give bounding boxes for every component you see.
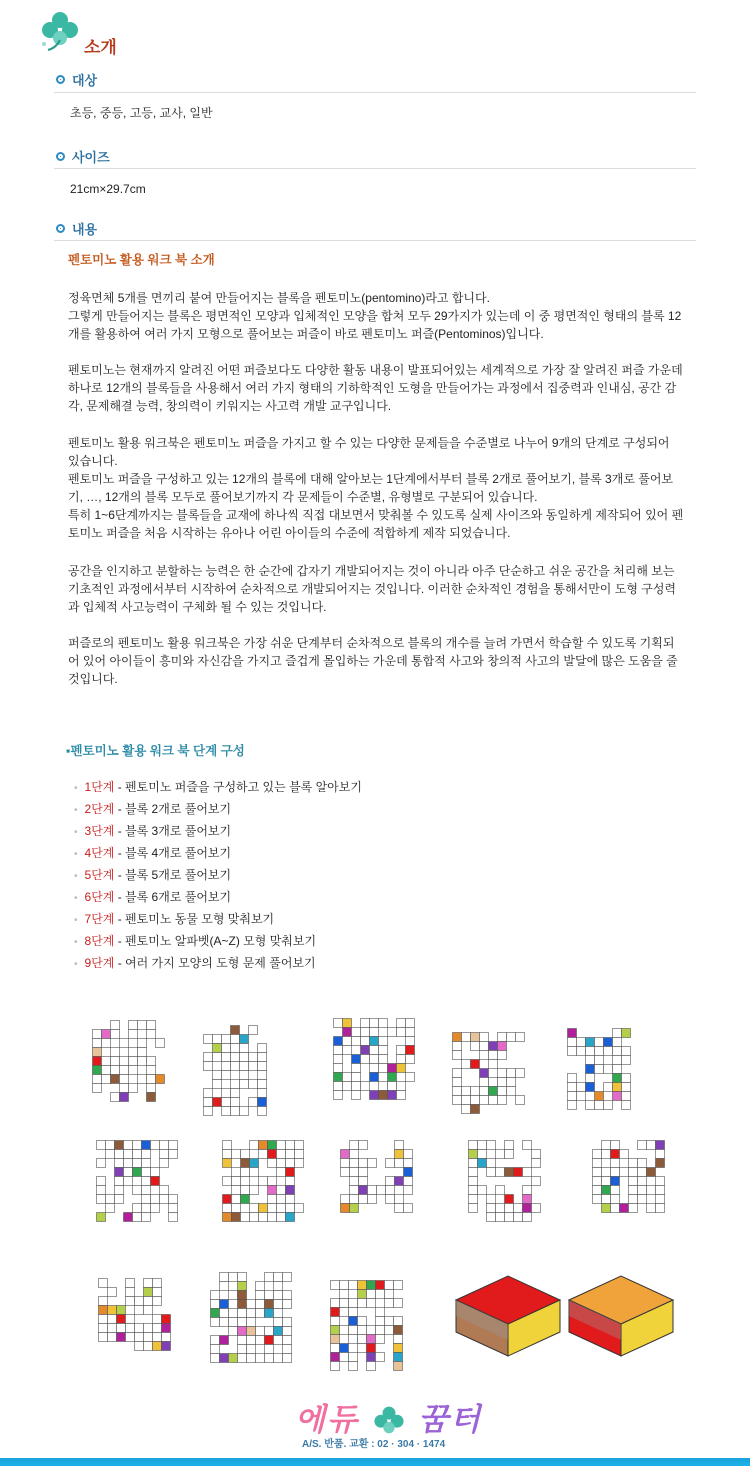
- section-label: 사이즈: [72, 150, 110, 165]
- contact-info: A/S. 반품. 교환 : 02 · 304 · 1474: [302, 1439, 446, 1450]
- list-item: • 8단계 - 펜토미노 알파벳(A~Z) 모형 맞춰보기: [74, 931, 362, 953]
- list-item: • 2단계 - 블록 2개로 풀어보기: [74, 799, 362, 821]
- list-item: • 6단계 - 블록 6개로 풀어보기: [74, 887, 362, 909]
- pentomino-puzzle-figure: [98, 1278, 171, 1351]
- clover-icon: [38, 10, 82, 52]
- section-label: 내용: [72, 222, 98, 237]
- section-content-heading: [56, 219, 97, 238]
- list-item: • 3단계 - 블록 3개로 풀어보기: [74, 821, 362, 843]
- clover-icon: [370, 1405, 408, 1439]
- intro-paragraph: 펜토미노는 현재까지 알려진 어떤 퍼즐보다도 다양한 활동 내용이 발표되어있는 세계적으로 가장 잘 알려진 퍼즐 가운데 하나로 12개의 블록들을 사용해서 여러 가지 형태의 기하학적인 도형을 만들어가는 과정에서 집중력과 인내심, 공간 감각, 문제해결 능력, 창의력이 키워지는 사고력 개발 교구입니다.: [68, 363, 683, 413]
- pentomino-3d-figure: [452, 1270, 564, 1360]
- pentomino-puzzle-figure: [92, 1020, 165, 1102]
- section-bullet-icon: [56, 152, 65, 161]
- size-value: 21cm×29.7cm: [70, 182, 146, 196]
- divider: [54, 92, 696, 93]
- list-item: • 4단계 - 블록 4개로 풀어보기: [74, 843, 362, 865]
- pentomino-puzzle-figure: [96, 1140, 178, 1222]
- steps-heading: ▪펜토미노 활용 워크 북 단계 구성: [66, 744, 245, 758]
- pentomino-puzzle-figure: [210, 1272, 292, 1363]
- list-item: • 5단계 - 블록 5개로 풀어보기: [74, 865, 362, 887]
- pentomino-puzzle-figure: [203, 1025, 267, 1116]
- list-item: • 9단계 - 여러 가지 모양의 도형 문제 풀어보기: [74, 953, 362, 975]
- steps-list: [74, 777, 362, 975]
- intro-paragraph: 펜토미노 활용 워크북은 펜토미노 퍼즐을 가지고 할 수 있는 다양한 문제들을 수준별로 나누어 9개의 단계로 구성되어 있습니다. 펜토미노 퍼즐을 구성하고 있는 12개의 블록에 대해 알아보는 1단계에서부터 블록 2개로 풀어보기, 블록 3개로 풀어보기, …, 12개의 블록 모두로 풀어보기까지 각 문제들이 수준별, 유형별로 구분되어 있습니다. 특히 1~6단계까지는 블록들을 교재에 하나씩 직접 대보면서 맞춰볼 수 있도록 실제 사이즈와 동일하게 제작되어 있어 펜토미노 퍼즐을 처음 시작하는 유아나 어린 아이들의 수준에 적합하게 제작 되었습니다.: [68, 436, 684, 540]
- pentomino-puzzle-figure: [340, 1140, 413, 1213]
- intro-paragraph: 공간을 인지하고 분할하는 능력은 한 순간에 갑자기 개발되어지는 것이 아니라 아주 단순하고 쉬운 공간을 처리해 보는 기초적인 과정에서부터 시작하여 순차적으로 개발되어지는 것입니다. 이러한 순차적인 경험을 통해서만이 도형 구성력과 입체적 사고능력이 구체화 될 수 있는 것입니다.: [68, 564, 677, 614]
- section-bullet-icon: [56, 75, 65, 84]
- intro-paragraph: 정육면체 5개를 면끼리 붙여 만들어지는 블록을 펜토미노(pentomino)라고 합니다. 그렇게 만들어지는 블록은 평면적인 모양과 입체적인 모양을 합쳐 모두 29가지가 있는데 이 중 평면적인 형태의 블록 12개를 활용하여 여러 가지 모형으로 풀어보는 퍼즐이 바로 펜토미노 퍼즐(Pentominos)입니다.: [68, 291, 682, 341]
- target-value: 초등, 중등, 고등, 교사, 일반: [70, 106, 213, 120]
- pentomino-puzzle-figure: [567, 1028, 631, 1110]
- section-bullet-icon: [56, 224, 65, 233]
- divider: [54, 168, 696, 169]
- pentomino-puzzle-figure: [452, 1032, 525, 1114]
- pentomino-3d-figure: [565, 1270, 677, 1360]
- section-size-heading: [56, 147, 110, 166]
- intro-paragraph: 퍼즐로의 펜토미노 활용 워크북은 가장 쉬운 단계부터 순차적으로 블록의 개수를 늘려 가면서 학습할 수 있도록 기획되어 있어 아이들이 흥미와 자신감을 가지고 즐겁게 몰입하는 가운데 통합적 사고와 창의적 사고의 발달에 많은 도움을 줄 것입니다.: [68, 636, 678, 686]
- pentomino-puzzle-figure: [468, 1140, 541, 1222]
- page-title: 소개: [84, 38, 117, 57]
- footer-bar: [0, 1458, 750, 1466]
- list-item: • 7단계 - 펜토미노 동물 모형 맞춰보기: [74, 909, 362, 931]
- section-target-heading: [56, 70, 97, 89]
- pentomino-puzzle-figure: [330, 1280, 403, 1371]
- list-item: • 1단계 - 펜토미노 퍼즐을 구성하고 있는 블록 알아보기: [74, 777, 362, 799]
- intro-subtitle: 펜토미노 활용 워크 북 소개: [68, 253, 215, 267]
- brand-logo: 에듀 꿈터: [295, 1402, 483, 1437]
- pentomino-puzzle-figure: [592, 1140, 665, 1213]
- pentomino-puzzle-figure: [222, 1140, 304, 1222]
- section-label: 대상: [72, 73, 98, 88]
- divider: [54, 240, 696, 241]
- pentomino-puzzle-figure: [333, 1018, 415, 1100]
